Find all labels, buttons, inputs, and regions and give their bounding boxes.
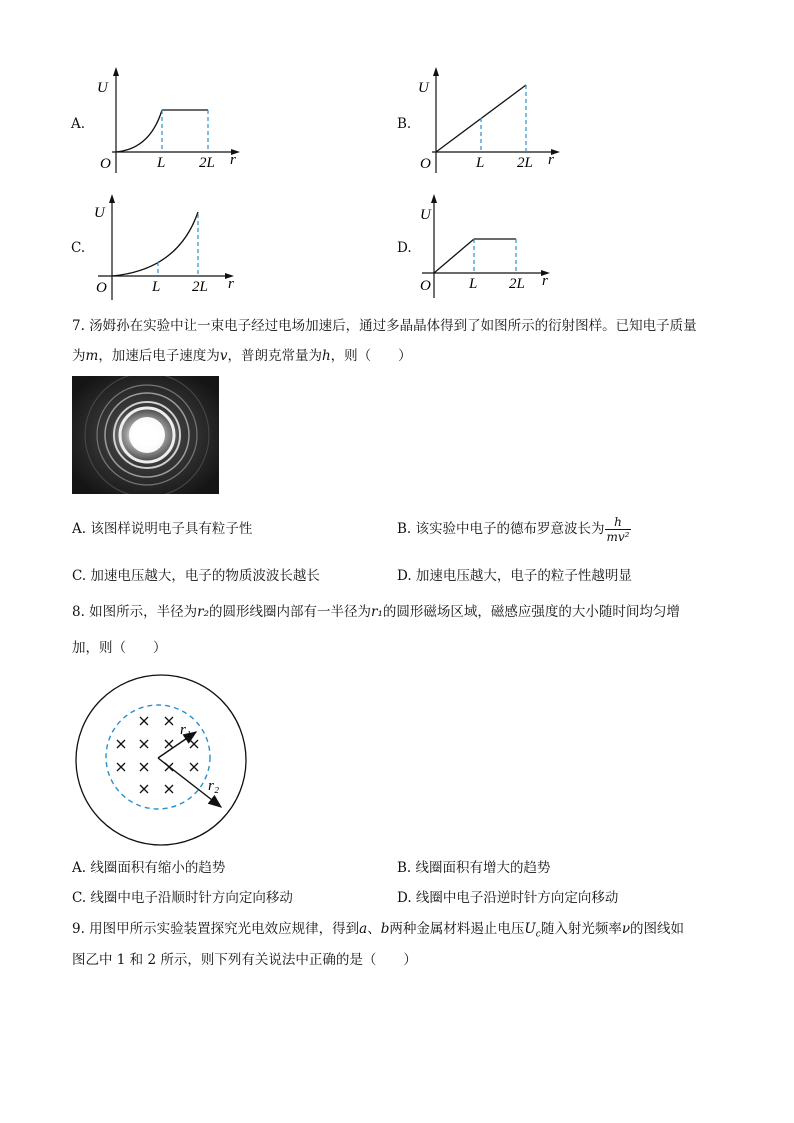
var-uc: U bbox=[524, 921, 536, 937]
var-v: v bbox=[219, 348, 228, 364]
q7-line2: 为m，加速后电子速度为v，普朗克常量为h，则（ ） bbox=[72, 348, 412, 364]
q8-option-a[interactable]: A. 线圈面积有缩小的趋势 bbox=[72, 860, 226, 876]
graph-b bbox=[410, 65, 570, 177]
q9-line1: 9. 用图甲所示实验装置探究光电效应规律，得到a、b两种金属材料遏止电压$U_c$随入射光频率ν的图线如 bbox=[72, 921, 685, 940]
q8-line1: 8. 如图所示，半径为r₂的圆形线圈内部有一半径为r₁的圆形磁场区域，磁感应强度的大小随时间均匀增 bbox=[72, 604, 680, 620]
graph-a-x-label: r bbox=[230, 152, 236, 168]
q7-option-c[interactable]: C. 加速电压越大，电子的物质波波长越长 bbox=[72, 568, 320, 584]
q8-line2: 加，则（ ） bbox=[72, 640, 167, 656]
q9-line2: 图乙中 1 和 2 所示，则下列有关说法中正确的是（ ） bbox=[72, 952, 417, 968]
fraction-h-over-mv2: $\frac{h}{\text{mv²}}$ bbox=[606, 515, 630, 544]
graph-b-tick-l: L bbox=[476, 155, 485, 171]
var-h: h bbox=[321, 348, 331, 364]
var-a: a bbox=[359, 921, 368, 937]
graph-a-tick-2l: 2L bbox=[199, 155, 215, 171]
q7-option-b[interactable]: B. 该实验中电子的德布罗意波长为 $\frac{h}{\text{mv²}}$ bbox=[397, 515, 630, 544]
graph-c-tick-l: L bbox=[152, 279, 161, 295]
graph-d-origin: O bbox=[420, 278, 431, 294]
graph-d-x-label: r bbox=[542, 273, 548, 289]
graph-c-label: C. bbox=[71, 240, 86, 256]
label-r2: r₂ bbox=[208, 778, 220, 794]
graph-d bbox=[410, 192, 570, 302]
graph-a bbox=[90, 65, 250, 177]
graph-b-x-label: r bbox=[548, 152, 554, 168]
graph-d-tick-l: L bbox=[469, 276, 478, 292]
q7-option-d[interactable]: D. 加速电压越大，电子的粒子性越明显 bbox=[397, 568, 632, 584]
q7-option-a[interactable]: A. 该图样说明电子具有粒子性 bbox=[72, 521, 253, 537]
graph-c-tick-2l: 2L bbox=[192, 279, 208, 295]
var-m: m bbox=[85, 348, 99, 364]
coil-magnetic-field-diagram bbox=[72, 670, 252, 850]
graph-c-origin: O bbox=[96, 280, 107, 296]
q8-option-b[interactable]: B. 线圈面积有增大的趋势 bbox=[397, 860, 551, 876]
graph-d-y-label: U bbox=[420, 207, 431, 223]
var-r2: r₂ bbox=[197, 604, 210, 620]
graph-c bbox=[88, 190, 248, 302]
graph-a-origin: O bbox=[100, 156, 111, 172]
var-nu: ν bbox=[621, 921, 631, 937]
graph-c-y-label: U bbox=[94, 205, 105, 221]
graph-b-tick-2l: 2L bbox=[517, 155, 533, 171]
graph-a-label: A. bbox=[71, 116, 86, 132]
var-r1: r₁ bbox=[371, 604, 383, 620]
q8-option-c[interactable]: C. 线圈中电子沿顺时针方向定向移动 bbox=[72, 890, 293, 906]
graph-b-y-label: U bbox=[418, 80, 429, 96]
var-b: b bbox=[380, 921, 390, 937]
graph-a-y-label: U bbox=[97, 80, 108, 96]
graph-c-x-label: r bbox=[228, 276, 234, 292]
q7-line1: 7. 汤姆孙在实验中让一束电子经过电场加速后，通过多晶晶体得到了如图所示的衍射图样。已知电子质量 bbox=[72, 318, 697, 334]
diffraction-pattern-image bbox=[72, 376, 219, 494]
graph-a-tick-l: L bbox=[157, 155, 166, 171]
graph-d-tick-2l: 2L bbox=[509, 276, 525, 292]
q8-option-d[interactable]: D. 线圈中电子沿逆时针方向定向移动 bbox=[397, 890, 619, 906]
graph-d-label: D. bbox=[397, 240, 412, 256]
label-r1: r₁ bbox=[180, 722, 192, 738]
graph-b-label: B. bbox=[397, 116, 412, 132]
graph-b-origin: O bbox=[420, 156, 431, 172]
